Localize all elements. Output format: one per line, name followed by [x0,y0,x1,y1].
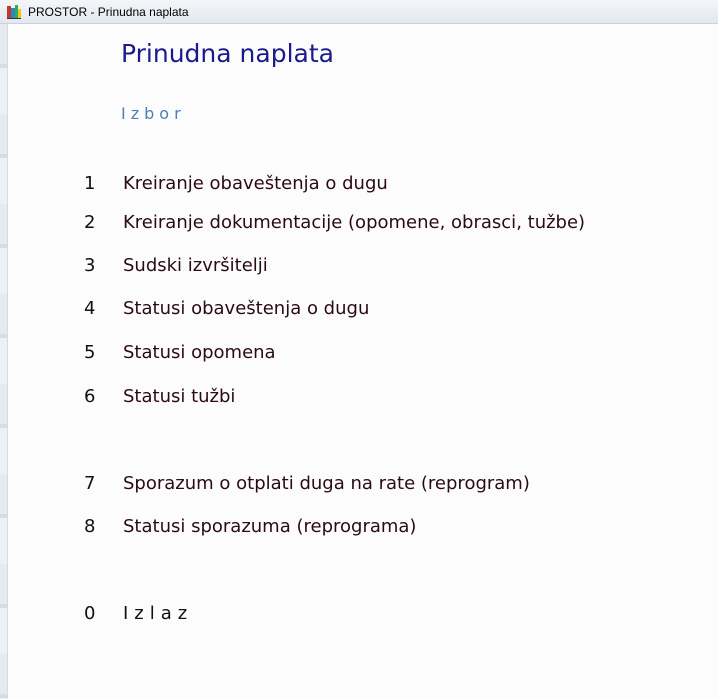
exit-label: Izlaz [123,603,194,624]
menu-item-number: 0 [84,603,96,624]
menu-item-exit[interactable] [78,600,678,628]
menu-item-label: Kreiranje dokumentacije (opomene, obrasci, tužbe) [123,212,586,233]
menu-item-label: Statusi tužbi [123,386,236,407]
menu-item-label: Statusi sporazuma (reprograma) [123,516,417,537]
page-title: Prinudna naplata [121,39,334,68]
menu-item-5[interactable] [78,339,678,367]
menu-item-1[interactable] [78,170,678,198]
menu-item-label: Sporazum o otplati duga na rate (reprogram) [123,473,530,494]
menu-item-7[interactable] [78,470,678,498]
menu-item-8[interactable] [78,513,678,541]
menu-item-number: 3 [84,255,96,276]
menu-item-label: Kreiranje obaveštenja o dugu [123,173,388,194]
menu-item-3[interactable] [78,252,678,280]
menu-item-number: 7 [84,473,96,494]
menu-item-number: 6 [84,386,96,407]
app-icon [6,4,22,20]
menu-item-number: 5 [84,342,96,363]
menu-item-label: Sudski izvršitelji [123,255,268,276]
section-label: Izbor [121,104,186,123]
title-bar[interactable] [0,0,718,24]
menu-item-4[interactable] [78,295,678,323]
menu-item-number: 4 [84,298,96,319]
menu-item-number: 1 [84,173,96,194]
window-left-edge [0,24,8,699]
menu-item-label: Statusi obaveštenja o dugu [123,298,370,319]
menu-item-label: Statusi opomena [123,342,276,363]
window-title: PROSTOR - Prinudna naplata [28,5,189,19]
menu-item-number: 8 [84,516,96,537]
menu-item-2[interactable] [78,209,678,237]
menu-item-number: 2 [84,212,96,233]
menu-item-6[interactable] [78,383,678,411]
